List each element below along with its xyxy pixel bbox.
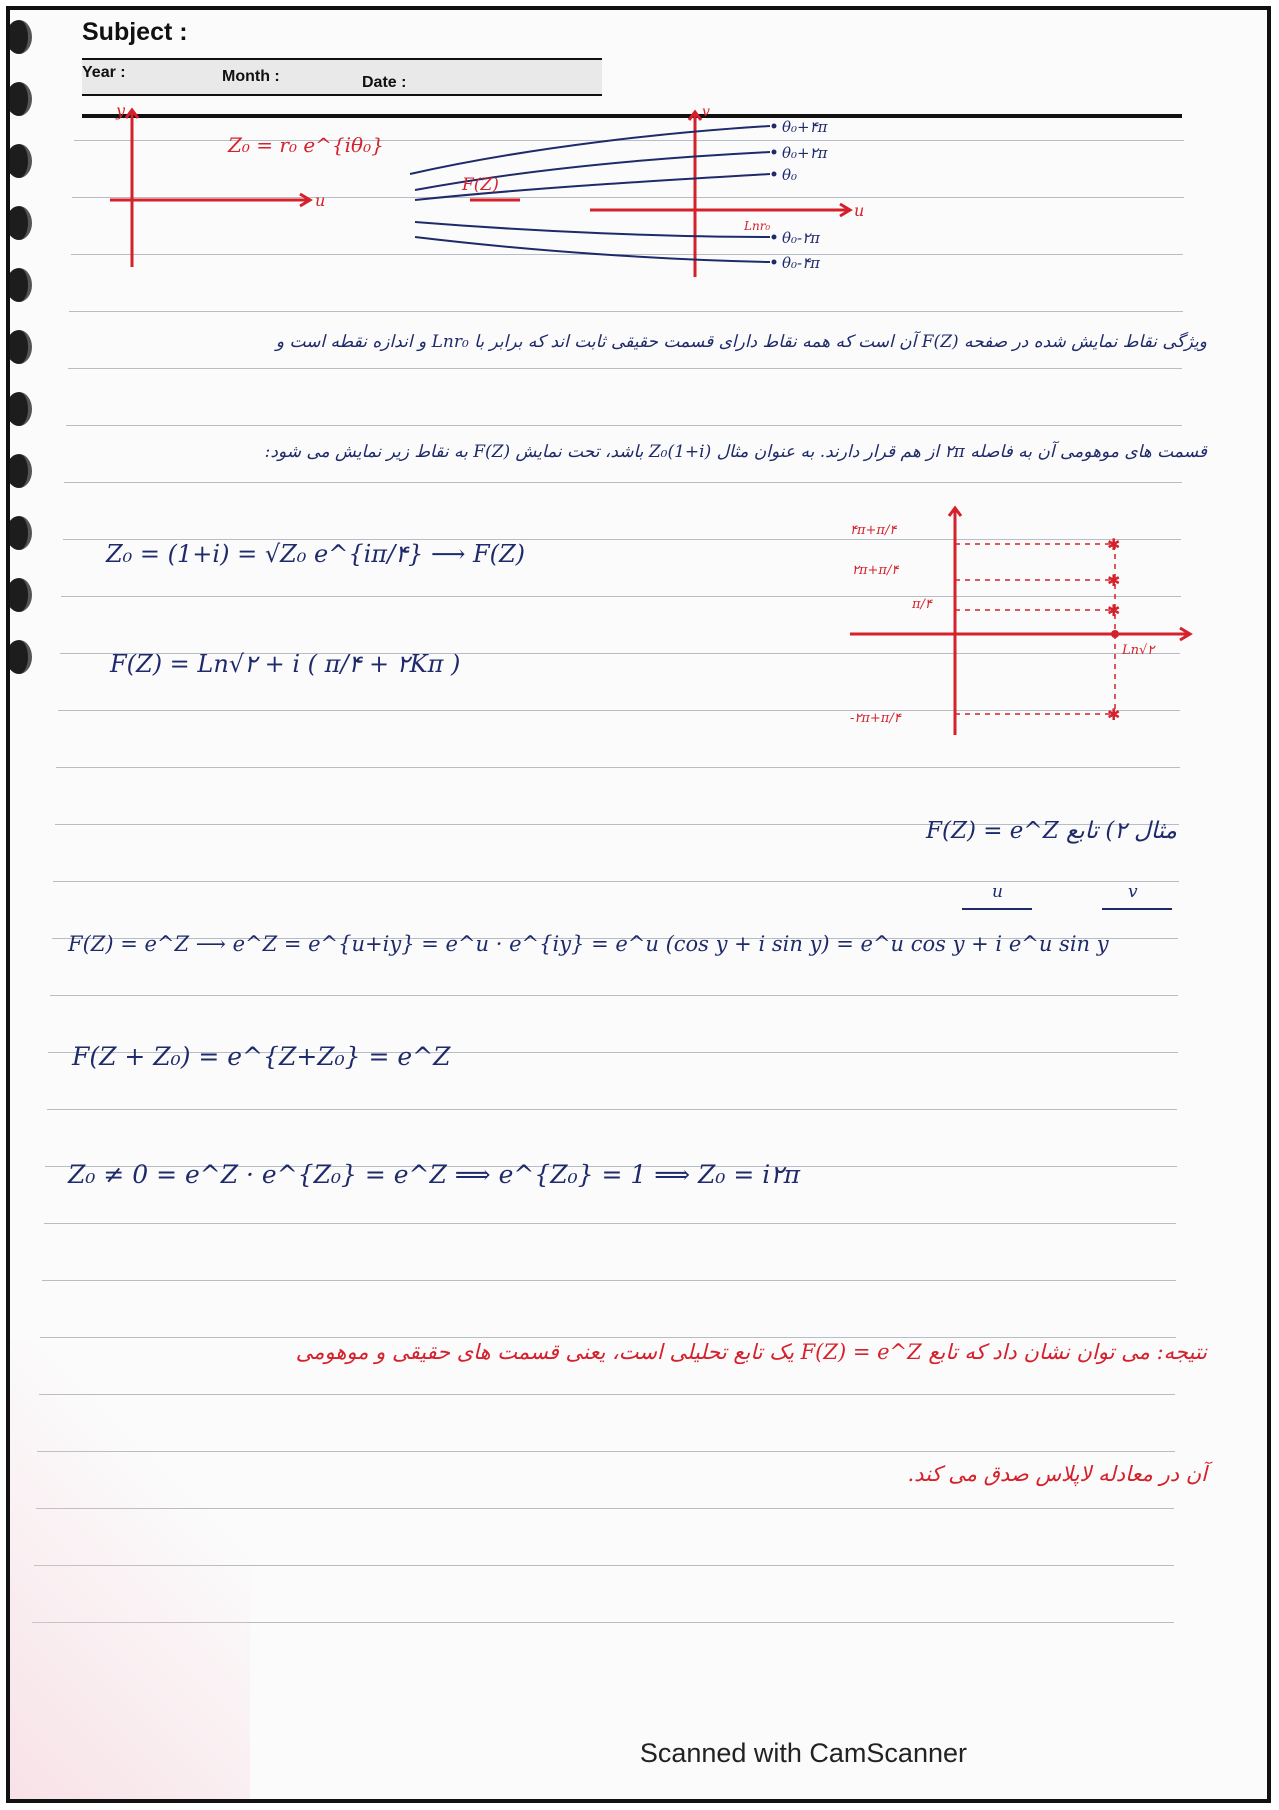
u-axis-label: u (854, 201, 865, 220)
point-label: θ₀-۴π (782, 254, 821, 272)
binding-ring-icon (6, 20, 32, 54)
equation-2: F(Z) = Ln√۲ + i ( π/۴ + ۲Kπ ) (110, 650, 461, 678)
ruled-line (44, 1223, 1177, 1224)
v-axis-label: v (702, 104, 710, 120)
conclusion-line-1: نتیجه: می توان نشان داد که تابع F(Z) = e^Z یک تابع تحلیلی است، یعنی قسمت های حقیقی و موهومی (295, 1340, 1207, 1364)
binding-ring-icon (6, 144, 32, 178)
image-points-diagram (850, 500, 1200, 740)
point-label: θ₀+۴π (782, 118, 828, 136)
equation-3: F(Z) = e^Z ⟶ e^Z = e^{u+iy} = e^u · e^{iy} = e^u (cos y + i sin y) = e^u cos y + i e^u sin y (68, 932, 1109, 956)
svg-text:✱: ✱ (1107, 705, 1121, 724)
subject-label: Subject : (82, 18, 188, 46)
map-label: F(Z) (462, 175, 499, 195)
conclusion-line-2: آن در معادله لاپلاس صدق می کند. (907, 1462, 1207, 1486)
ruled-line (64, 482, 1181, 483)
ruled-line (69, 311, 1183, 312)
ruled-line (39, 1394, 1175, 1395)
binding-ring-icon (6, 82, 32, 116)
ruled-line (66, 425, 1182, 426)
ruled-line (34, 1565, 1174, 1566)
ruled-line (32, 1622, 1173, 1623)
tick-label: -۲π+π/۴ (850, 711, 901, 726)
equation-4: F(Z + Z₀) = e^{Z+Z₀} = e^Z (72, 1042, 451, 1071)
paragraph-2: قسمت های موهومی آن به فاصله ۲π از هم قرار دارند. به عنوان مثال Z₀(1+i) باشد، تحت نمایش F(Z) به نقاط زیر نمایش می شود: (264, 442, 1207, 462)
year-label: Year : (82, 64, 126, 81)
svg-text:✱: ✱ (1107, 535, 1121, 554)
svg-text:✱: ✱ (1107, 601, 1121, 620)
map-curve (415, 237, 770, 262)
v-underbrace (1102, 908, 1172, 910)
paragraph-1: ویژگی نقاط نمایش شده در صفحه F(Z) آن است که همه نقاط دارای قسمت حقیقی ثابت اند که برابر با Lnr₀ و اندازه نقطه است و (275, 332, 1207, 352)
z0-polar-label: Z₀ = r₀ e^{iθ₀} (228, 133, 384, 157)
notebook-page (6, 6, 1271, 1803)
u-underbrace (962, 908, 1032, 910)
mapping-diagram (110, 102, 890, 302)
lnr-label: Lnr₀ (744, 219, 771, 233)
binding-ring-icon (6, 206, 32, 240)
binding-ring-icon (6, 330, 32, 364)
tick-label: ۴π+π/۴ (850, 523, 897, 538)
binding-ring-icon (6, 392, 32, 426)
y-axis-label: y (116, 102, 126, 120)
ruled-line (40, 1337, 1175, 1338)
page-shadow (10, 1339, 250, 1799)
u-underbrace-label: u (992, 882, 1003, 902)
month-label: Month : (222, 68, 280, 85)
ln-sqrt2-label: Ln√۲ (1122, 643, 1155, 658)
point-label: θ₀ (782, 166, 798, 184)
tick-label: ۲π+π/۴ (852, 563, 899, 578)
binding-ring-icon (6, 578, 32, 612)
ruled-line (47, 1109, 1177, 1110)
point-label: θ₀-۲π (782, 229, 821, 247)
x-axis-label: u (315, 191, 326, 210)
ruled-line (37, 1451, 1175, 1452)
v-underbrace-label: v (1128, 882, 1138, 902)
ruled-line (42, 1280, 1176, 1281)
ruled-line (53, 881, 1179, 882)
map-curve (410, 126, 770, 174)
binding-ring-icon (6, 268, 32, 302)
map-curve (415, 222, 770, 237)
ruled-line (36, 1508, 1175, 1509)
date-row (82, 58, 602, 96)
binding-ring-icon (6, 454, 32, 488)
tick-label: π/۴ (912, 597, 932, 612)
example-label: مثال ۲) تابع F(Z) = e^Z (926, 818, 1177, 844)
binding-ring-icon (6, 640, 32, 674)
date-label: Date : (362, 74, 407, 91)
spiral-binding (6, 20, 32, 720)
equation-1: Z₀ = (1+i) = √Z₀ e^{iπ/۴} ⟶ F(Z) (106, 540, 526, 568)
ruled-line (50, 995, 1178, 996)
ruled-line (68, 368, 1183, 369)
scanner-watermark: Scanned with CamScanner (639, 1738, 967, 1768)
svg-text:✱: ✱ (1107, 571, 1121, 590)
ruled-line (56, 767, 1179, 768)
equation-5: Z₀ ≠ 0 = e^Z · e^{Z₀} = e^Z ⟹ e^{Z₀} = 1 ⟹ Z₀ = i۲π (68, 1160, 801, 1189)
binding-ring-icon (6, 516, 32, 550)
point-label: θ₀+۲π (782, 144, 828, 162)
